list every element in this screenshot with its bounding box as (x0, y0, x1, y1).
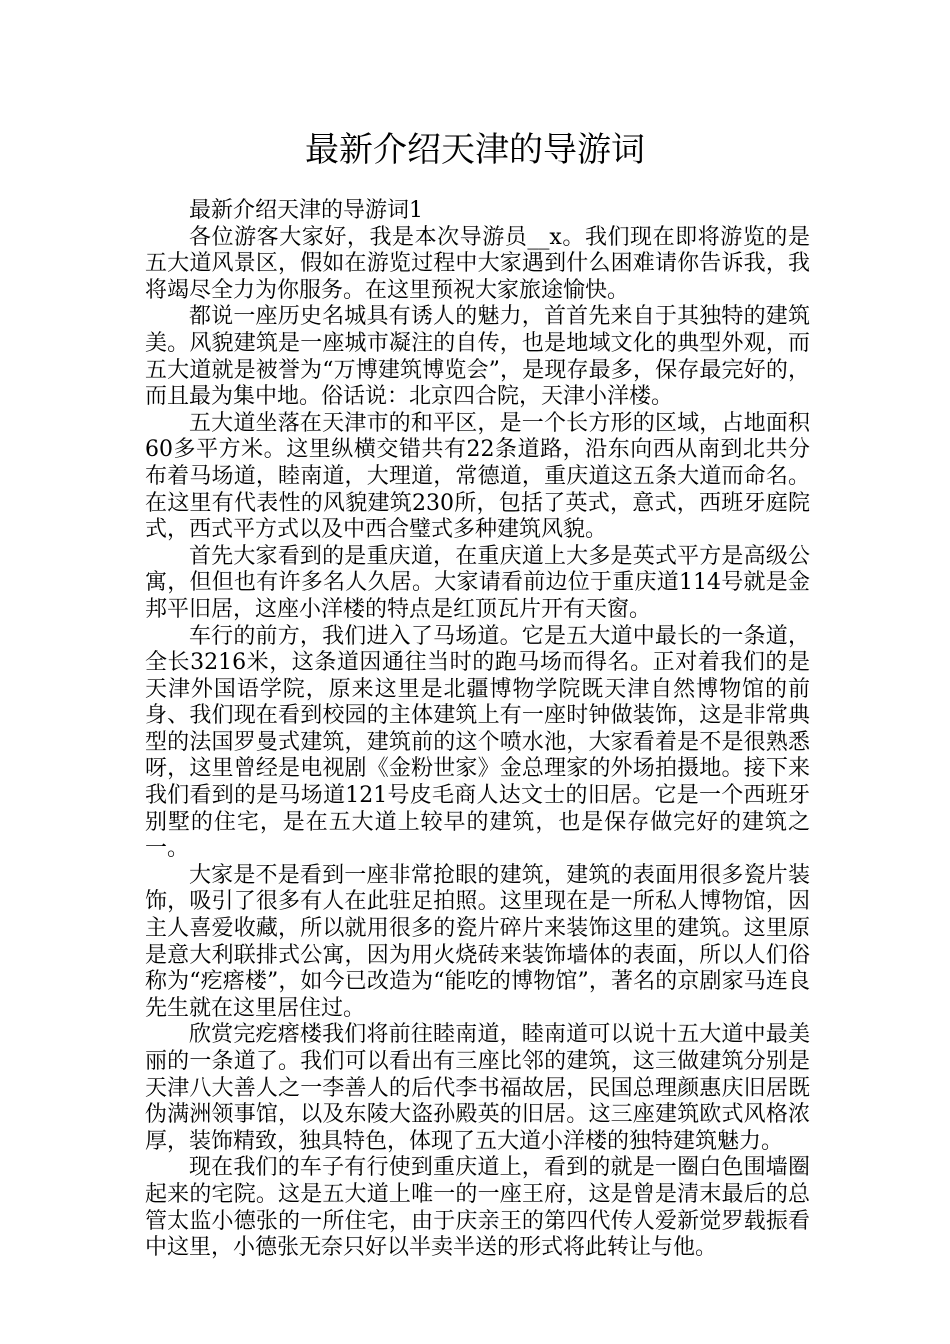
paragraph-2: 都说一座历史名城具有诱人的魅力，首首先来自于其独特的建筑美。风貌建筑是一座城市凝注的自传，也是地域文化的典型外观，而五大道就是被誉为“万博建筑博览会”，是现存最多，保存最完好的，而且最为集中地。俗话说：北京四合院，天津小洋楼。 (145, 304, 810, 410)
paragraph-5: 车行的前方，我们进入了马场道。它是五大道中最长的一条道，全长3216米，这条道因通往当时的跑马场而得名。正对着我们的是天津外国语学院，原来这里是北疆博物学院既天津自然博物馆的前身、我们现在看到校园的主体建筑上有一座时钟做装饰，这是非常典型的法国罗曼式建筑，建筑前的这个喷水池，大家看着是不是很熟悉呀，这里曾经是电视剧《金粉世家》金总理家的外场拍摄地。接下来我们看到的是马场道121号皮毛商人达文士的旧居。它是一个西班牙别墅的住宅，是在五大道上较早的建筑，也是保存做完好的建筑之一。 (145, 623, 810, 862)
paragraph-6: 大家是不是看到一座非常抢眼的建筑，建筑的表面用很多瓷片装饰，吸引了很多有人在此驻足拍照。这里现在是一所私人博物馆，因主人喜爱收藏，所以就用很多的瓷片碎片来装饰这里的建筑。这里原是意大利联排式公寓，因为用火烧砖来装饰墙体的表面，所以人们俗称为“疙瘩楼”，如今已改造为“能吃的博物馆”，著名的京剧家马连良先生就在这里居住过。 (145, 862, 810, 1021)
document-title: 最新介绍天津的导游词 (305, 130, 645, 170)
section-heading: 最新介绍天津的导游词1 (189, 198, 423, 223)
document-body (145, 198, 810, 1262)
paragraph-7: 欣赏完疙瘩楼我们将前往睦南道，睦南道可以说十五大道中最美丽的一条道了。我们可以看出有三座比邻的建筑，这三做建筑分别是天津八大善人之一李善人的后代李书福故居，民国总理颜惠庆旧居既伪满洲领事馆，以及东陵大盗孙殿英的旧居。这三座建筑欧式风格浓厚，装饰精致，独具特色，体现了五大道小洋楼的独特建筑魅力。 (145, 1022, 810, 1154)
paragraph-3: 五大道坐落在天津市的和平区，是一个长方形的区域，占地面积60多平方米。这里纵横交错共有22条道路，沿东向西从南到北共分布着马场道，睦南道，大理道，常德道，重庆道这五条大道而命名。在这里有代表性的风貌建筑230所，包括了英式，意式，西班牙庭院式，西式平方式以及中西合璧式多种建筑风貌。 (145, 410, 810, 543)
paragraph-8: 现在我们的车子有行使到重庆道上，看到的就是一圈白色围墙圈起来的宅院。这是五大道上唯一的一座王府，这是曾是清末最后的总管太监小德张的一所住宅，由于庆亲王的第四代传人爱新觉罗载振看中这里，小德张无奈只好以半卖半送的形式将此转让与他。 (145, 1155, 810, 1261)
paragraph-4: 首先大家看到的是重庆道，在重庆道上大多是英式平方是高级公寓，但但也有许多名人久居。大家请看前边位于重庆道114号就是金邦平旧居，这座小洋楼的特点是红顶瓦片开有天窗。 (145, 543, 810, 622)
paragraph-1: 各位游客大家好，我是本次导游员__x。我们现在即将游览的是五大道风景区，假如在游览过程中大家遇到什么困难请你告诉我，我将竭尽全力为你服务。在这里预祝大家旅途愉快。 (145, 224, 810, 303)
